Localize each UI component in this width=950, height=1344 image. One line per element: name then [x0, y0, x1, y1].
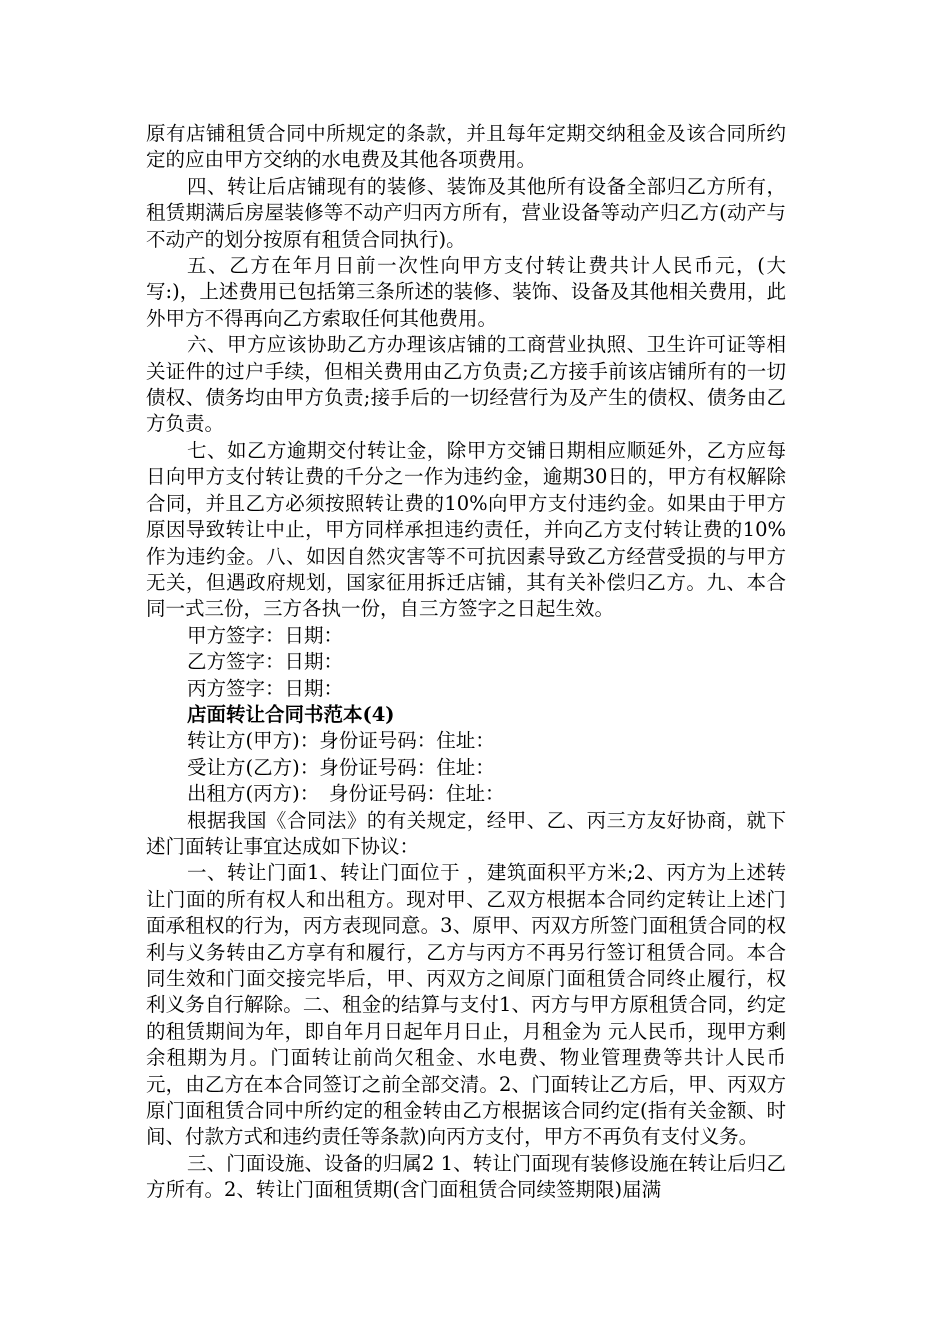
document-page: [146, 121, 786, 1204]
signature-party-c: 丙方签字：日期：: [187, 676, 344, 700]
paragraph-clause-5: 五、乙方在年月日前一次性向甲方支付转让费共计人民币元，(大写:)，上述费用已包括第三条所述的装修、装饰、设备及其他相关费用，此外甲方不得再向乙方索取任何其他费用。: [146, 254, 786, 330]
paragraph-clause-4: 四、转让后店铺现有的装修、装饰及其他所有设备全部归乙方所有，租赁期满后房屋装修等不动产归丙方所有，营业设备等动产归乙方(动产与不动产的划分按原有租赁合同执行)。: [146, 174, 786, 251]
paragraph-preamble: 根据我国《合同法》的有关规定，经甲、乙、丙三方友好协商，就下述门面转让事宜达成如下协议：: [146, 808, 786, 858]
section-heading: 店面转让合同书范本(4): [187, 702, 395, 726]
party-transferor: 转让方(甲方)：身份证号码：住址：: [187, 729, 495, 753]
paragraph-clause-6: 六、甲方应该协助乙方办理该店铺的工商营业执照、卫生许可证等相关证件的过户手续，但相关费用由乙方负责;乙方接手前该店铺所有的一切债权、债务均由甲方负责;接手后的一切经营行为及产生的债权、债务由乙方负责。: [146, 333, 786, 436]
paragraph-section-3: 三、门面设施、设备的归属2 1、转让门面现有装修设施在转让后归乙方所有。2、转让门面租赁期(含门面租赁合同续签期限)届满: [146, 1151, 786, 1202]
party-lessor: 出租方(丙方)： 身份证号码：住址：: [187, 782, 505, 806]
party-transferee: 受让方(乙方)：身份证号码：住址：: [187, 755, 495, 779]
paragraph-clause-7: 七、如乙方逾期交付转让金，除甲方交铺日期相应顺延外，乙方应每日向甲方支付转让费的千分之一作为违约金，逾期30日的，甲方有权解除合同，并且乙方必须按照转让费的10%向甲方支付违约金。如果由于甲方原因导致转让中止，甲方同样承担违约责任，并向乙方支付转让费的10%作为违约金。八、如因自然灾害等不可抗因素导致乙方经营受损的与甲方无关，但遇政府规划，国家征用拆迁店铺，其有关补偿归乙方。九、本合同一式三份，三方各执一份，自三方签字之日起生效。: [146, 438, 786, 621]
signature-party-b: 乙方签字：日期：: [187, 650, 344, 674]
paragraph-section-1-2: 一、转让门面1、转让门面位于 ，建筑面积平方米;2、丙方为上述转让门面的所有权人和出租方。现对甲、乙双方根据本合同约定转让上述门面承租权的行为，丙方表现同意。3、原甲、丙双方所签门面租赁合同的权利与义务转由乙方享有和履行，乙方与丙方不再另行签订租赁合同。本合同生效和门面交接完毕后，甲、丙双方之间原门面租赁合同终止履行，权利义务自行解除。二、租金的结算与支付1、丙方与甲方原租赁合同，约定的租赁期间为年，即自年月日起年月日止，月租金为 元人民币，现甲方剩余租期为月。门面转让前尚欠租金、水电费、物业管理费等共计人民币 元，由乙方在本合同签订之前全部交清。2、门面转让乙方后，甲、丙双方原门面租赁合同中所约定的租金转由乙方根据该合同约定(指有关金额、时间、付款方式和违约责任等条款)向丙方支付，甲方不再负有支付义务。: [146, 861, 786, 1149]
signature-party-a: 甲方签字：日期：: [187, 623, 344, 647]
paragraph-continuation: 原有店铺租赁合同中所规定的条款，并且每年定期交纳租金及该合同所约定的应由甲方交纳的水电费及其他各项费用。: [146, 122, 786, 172]
